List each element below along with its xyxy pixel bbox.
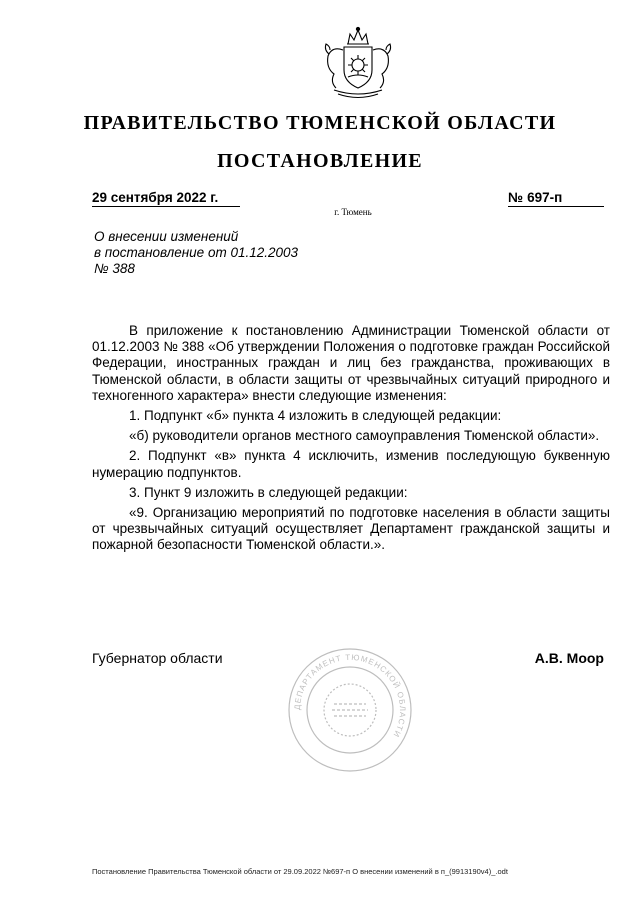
number-value: 697-п	[527, 190, 563, 205]
document-type-title: ПОСТАНОВЛЕНИЕ	[217, 150, 423, 172]
svg-text:ДЕПАРТАМЕНТ ТЮМЕНСКОЙ ОБЛАСТИ: ДЕПАРТАМЕНТ ТЮМЕНСКОЙ ОБЛАСТИ	[292, 652, 408, 740]
subject-line: № 388	[94, 261, 135, 276]
signer-name: А.В. Моор	[534, 650, 604, 666]
document-subject	[94, 229, 394, 277]
subject-line: в постановление от 01.12.2003	[94, 245, 299, 260]
number-prefix: №	[508, 190, 524, 205]
document-number	[508, 190, 604, 207]
document-footer: Постановление Правительства Тюменской области от 29.09.2022 №697-п О внесении изменений в п_(9913190v4)_.odt	[92, 867, 508, 876]
organization-title: ПРАВИТЕЛЬСТВО ТЮМЕНСКОЙ ОБЛАСТИ	[83, 112, 557, 134]
body-paragraph: 3. Пункт 9 изложить в следующей редакции:	[129, 484, 408, 500]
body-paragraph: 2. Подпункт «в» пункта 4 исключить, изменив последующую буквенную нумерацию подпунктов.	[92, 448, 610, 480]
official-seal-stamp-icon	[286, 646, 414, 774]
body-paragraph: «б) руководители органов местного самоуправления Тюменской области».	[129, 428, 600, 444]
document-city: г. Тюмень	[334, 207, 372, 217]
document-date: 29 сентября 2022 г.	[92, 190, 240, 207]
body-paragraph: 1. Подпункт «б» пункта 4 изложить в следующей редакции:	[129, 408, 502, 424]
body-paragraph: «9. Организацию мероприятий по подготовке населения в области защиты от чрезвычайных ситуаций осуществляет Департамент гражданской защиты и пожарной безопасности Тюменской области.».	[92, 505, 610, 553]
subject-line: О внесении изменений	[94, 229, 239, 244]
document-body	[92, 323, 610, 554]
body-paragraph: В приложение к постановлению Администрации Тюменской области от 01.12.2003 № 388 «Об утверждении Положения о подготовке граждан Российской Федерации, иностранных граждан и лиц без гражданства, проживающих в Тюменской области, в области защиты от чрезвычайных ситуаций природного и техногенного характера» внести следующие изменения:	[92, 323, 610, 403]
coat-of-arms-icon	[316, 24, 400, 104]
signer-position: Губернатор области	[92, 650, 223, 666]
